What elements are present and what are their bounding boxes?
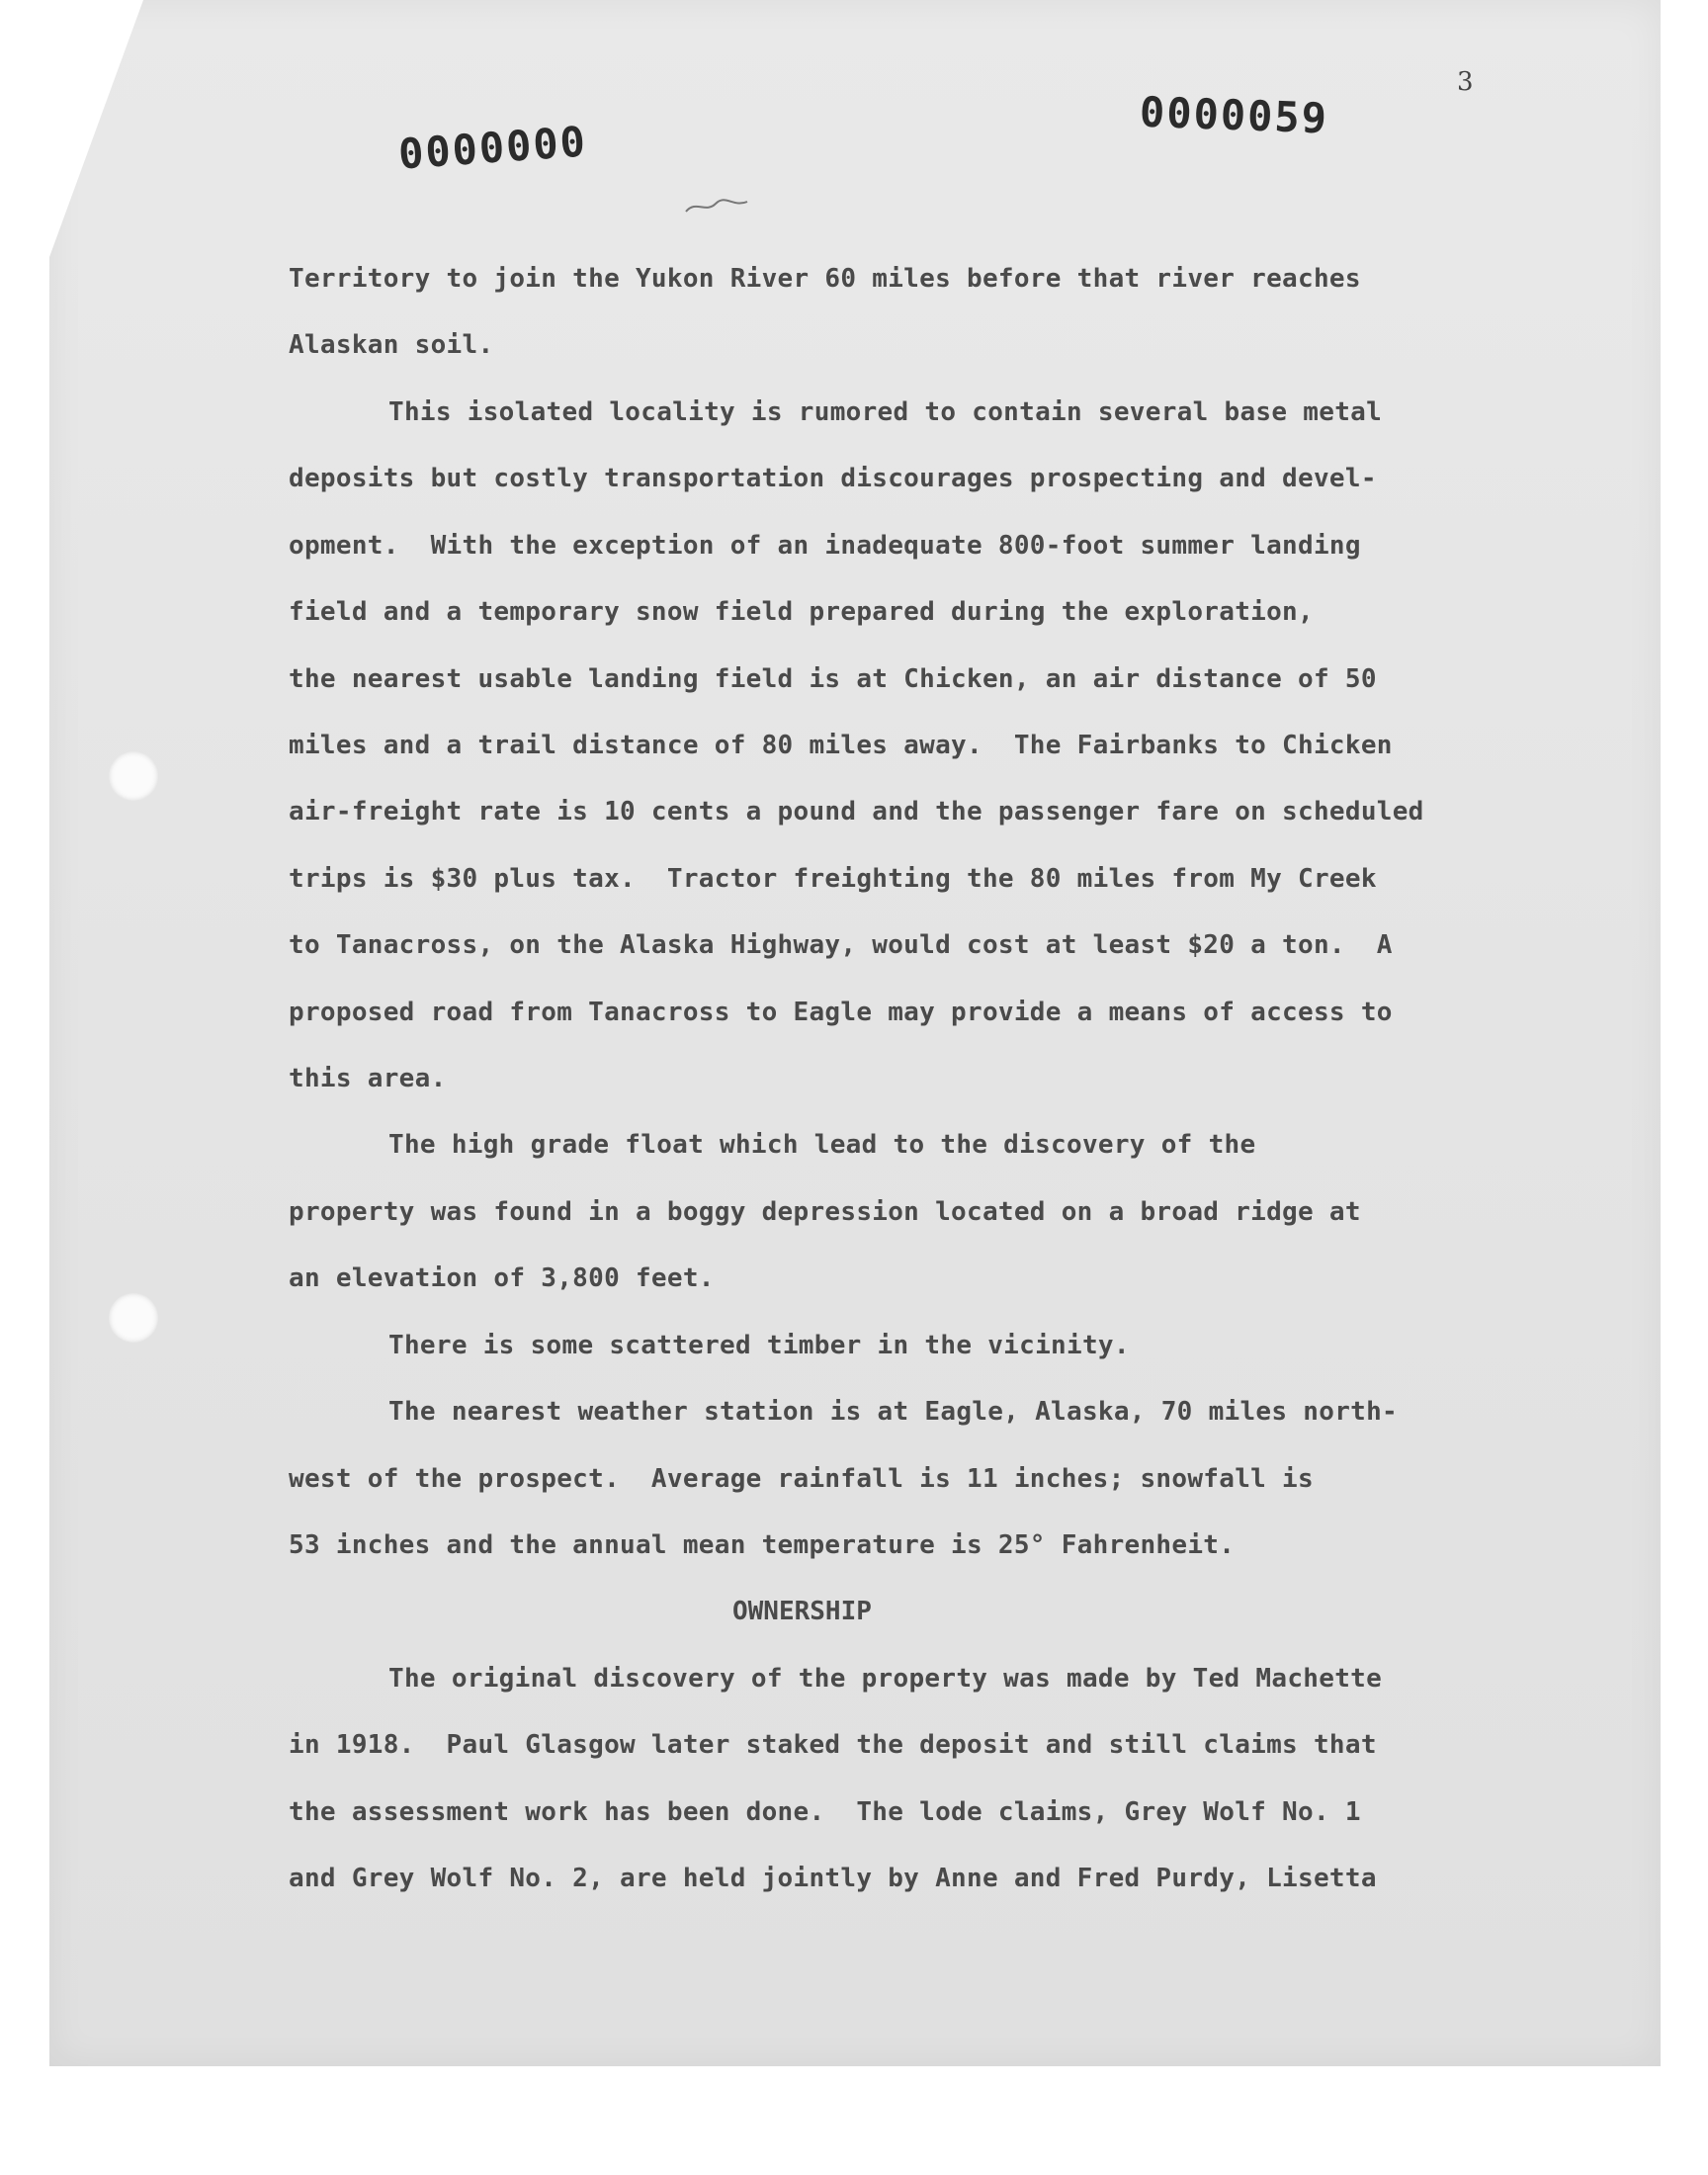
body-line-19: west of the prospect. Average rainfall is 11 inches; snowfall is [289, 1464, 1314, 1494]
body-line-5: opment. With the exception of an inadequate 800-foot summer landing [289, 531, 1361, 561]
body-line-9: air-freight rate is 10 cents a pound and the passenger fare on scheduled [289, 797, 1424, 826]
body-line-7: the nearest usable landing field is at Chicken, an air distance of 50 [289, 664, 1377, 694]
page-number: 3 [1457, 67, 1474, 97]
body-line-11: to Tanacross, on the Alaska Highway, would cost at least $20 a ton. A [289, 930, 1393, 960]
body-line-8: miles and a trail distance of 80 miles away. The Fairbanks to Chicken [289, 731, 1393, 760]
body-line-18: The nearest weather station is at Eagle, Alaska, 70 miles north- [388, 1397, 1399, 1427]
body-line-16: an elevation of 3,800 feet. [289, 1263, 715, 1293]
punch-hole-top [109, 751, 158, 801]
body-line-15: property was found in a boggy depression located on a broad ridge at [289, 1197, 1361, 1227]
pen-mark-icon [682, 194, 751, 218]
body-line-17: There is some scattered timber in the vicinity. [388, 1331, 1130, 1360]
body-line-12: proposed road from Tanacross to Eagle may provide a means of access to [289, 998, 1393, 1027]
body-line-4: deposits but costly transportation discourages prospecting and devel- [289, 464, 1377, 493]
body-line-14: The high grade float which lead to the discovery of the [388, 1130, 1256, 1160]
body-line-22: in 1918. Paul Glasgow later staked the deposit and still claims that [289, 1730, 1377, 1760]
body-line-3: This isolated locality is rumored to contain several base metal [388, 397, 1383, 427]
body-line-6: field and a temporary snow field prepared during the exploration, [289, 597, 1314, 627]
body-line-23: the assessment work has been done. The lode claims, Grey Wolf No. 1 [289, 1797, 1361, 1827]
punch-hole-bottom [109, 1293, 158, 1343]
body-line-24: and Grey Wolf No. 2, are held jointly by Anne and Fred Purdy, Lisetta [289, 1864, 1377, 1893]
body-line-20: 53 inches and the annual mean temperature is 25° Fahrenheit. [289, 1530, 1236, 1560]
document-stamp-left: 0000000 [396, 117, 589, 179]
document-stamp-right: 0000059 [1139, 87, 1329, 143]
body-line-21: The original discovery of the property was made by Ted Machette [388, 1664, 1383, 1694]
section-heading: OWNERSHIP [732, 1597, 872, 1626]
body-line-1: Territory to join the Yukon River 60 miles before that river reaches [289, 264, 1361, 294]
body-line-13: this area. [289, 1064, 447, 1093]
body-line-10: trips is $30 plus tax. Tractor freighting the 80 miles from My Creek [289, 864, 1377, 894]
body-line-2: Alaskan soil. [289, 330, 494, 360]
